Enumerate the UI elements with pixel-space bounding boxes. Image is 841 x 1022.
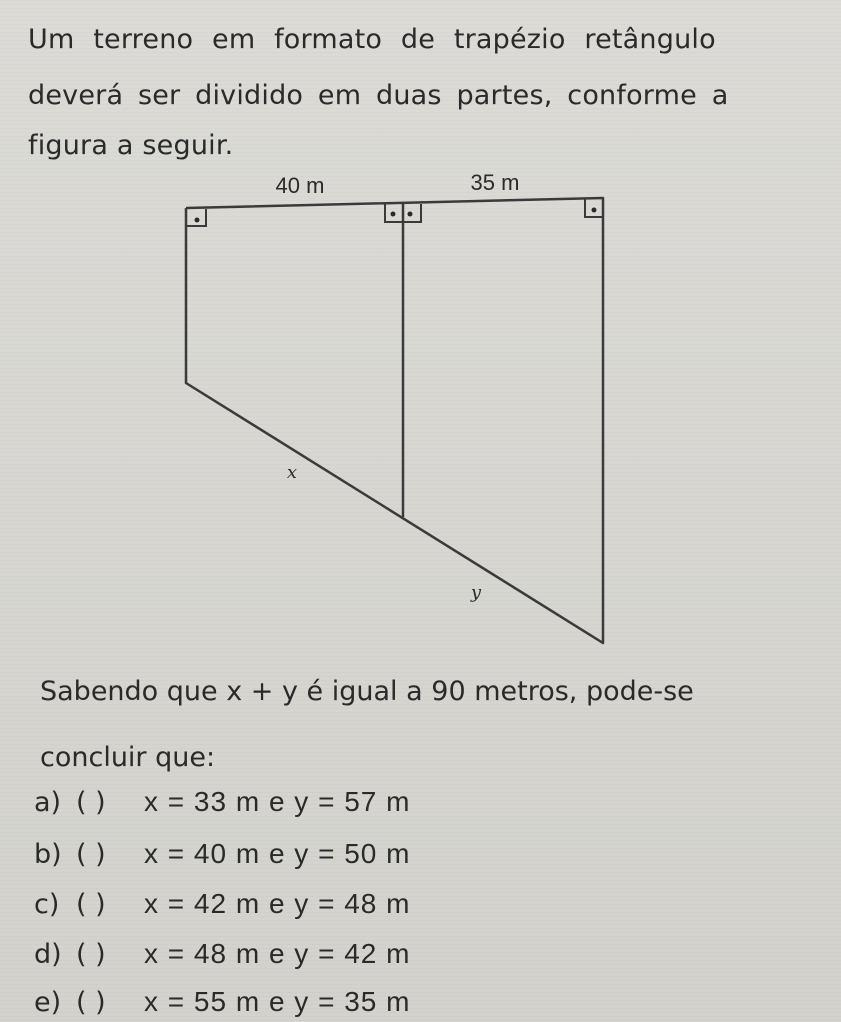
label-y: y: [470, 582, 482, 603]
right-angle-dots: [195, 208, 597, 223]
option-text: x = 42 m e y = 48 m: [144, 888, 411, 919]
label-40m: 40 m: [275, 173, 325, 198]
question-text-line-2: concluir que:: [40, 742, 216, 773]
trapezoid-outline: [186, 198, 603, 643]
problem-text-line-2: deverá ser dividido em duas partes, conforme a: [28, 80, 729, 111]
option-a[interactable]: [34, 782, 410, 822]
option-letter: d): [34, 938, 62, 970]
label-x: x: [286, 462, 298, 483]
label-35m: 35 m: [470, 170, 520, 195]
option-checkbox[interactable]: ( ): [76, 786, 106, 818]
option-text: x = 40 m e y = 50 m: [144, 838, 411, 869]
option-text: x = 48 m e y = 42 m: [144, 938, 411, 969]
option-text: x = 55 m e y = 35 m: [144, 986, 411, 1017]
option-e[interactable]: [34, 982, 410, 1022]
option-checkbox[interactable]: ( ): [76, 986, 106, 1018]
trapezoid-figure: [0, 160, 841, 660]
option-letter: e): [34, 986, 62, 1018]
option-letter: b): [34, 838, 62, 870]
option-letter: a): [34, 786, 62, 818]
option-text: x = 33 m e y = 57 m: [144, 786, 411, 817]
problem-text-line-1: Um terreno em formato de trapézio retângulo: [28, 24, 716, 55]
option-d[interactable]: [34, 934, 410, 974]
option-letter: c): [34, 888, 60, 920]
option-b[interactable]: [34, 834, 410, 874]
option-checkbox[interactable]: ( ): [76, 938, 106, 970]
option-c[interactable]: [34, 884, 410, 924]
option-checkbox[interactable]: ( ): [76, 838, 106, 870]
problem-text-line-3: figura a seguir.: [28, 130, 234, 161]
question-text-line-1: Sabendo que x + y é igual a 90 metros, pode-se: [40, 676, 694, 707]
option-checkbox[interactable]: ( ): [76, 888, 106, 920]
